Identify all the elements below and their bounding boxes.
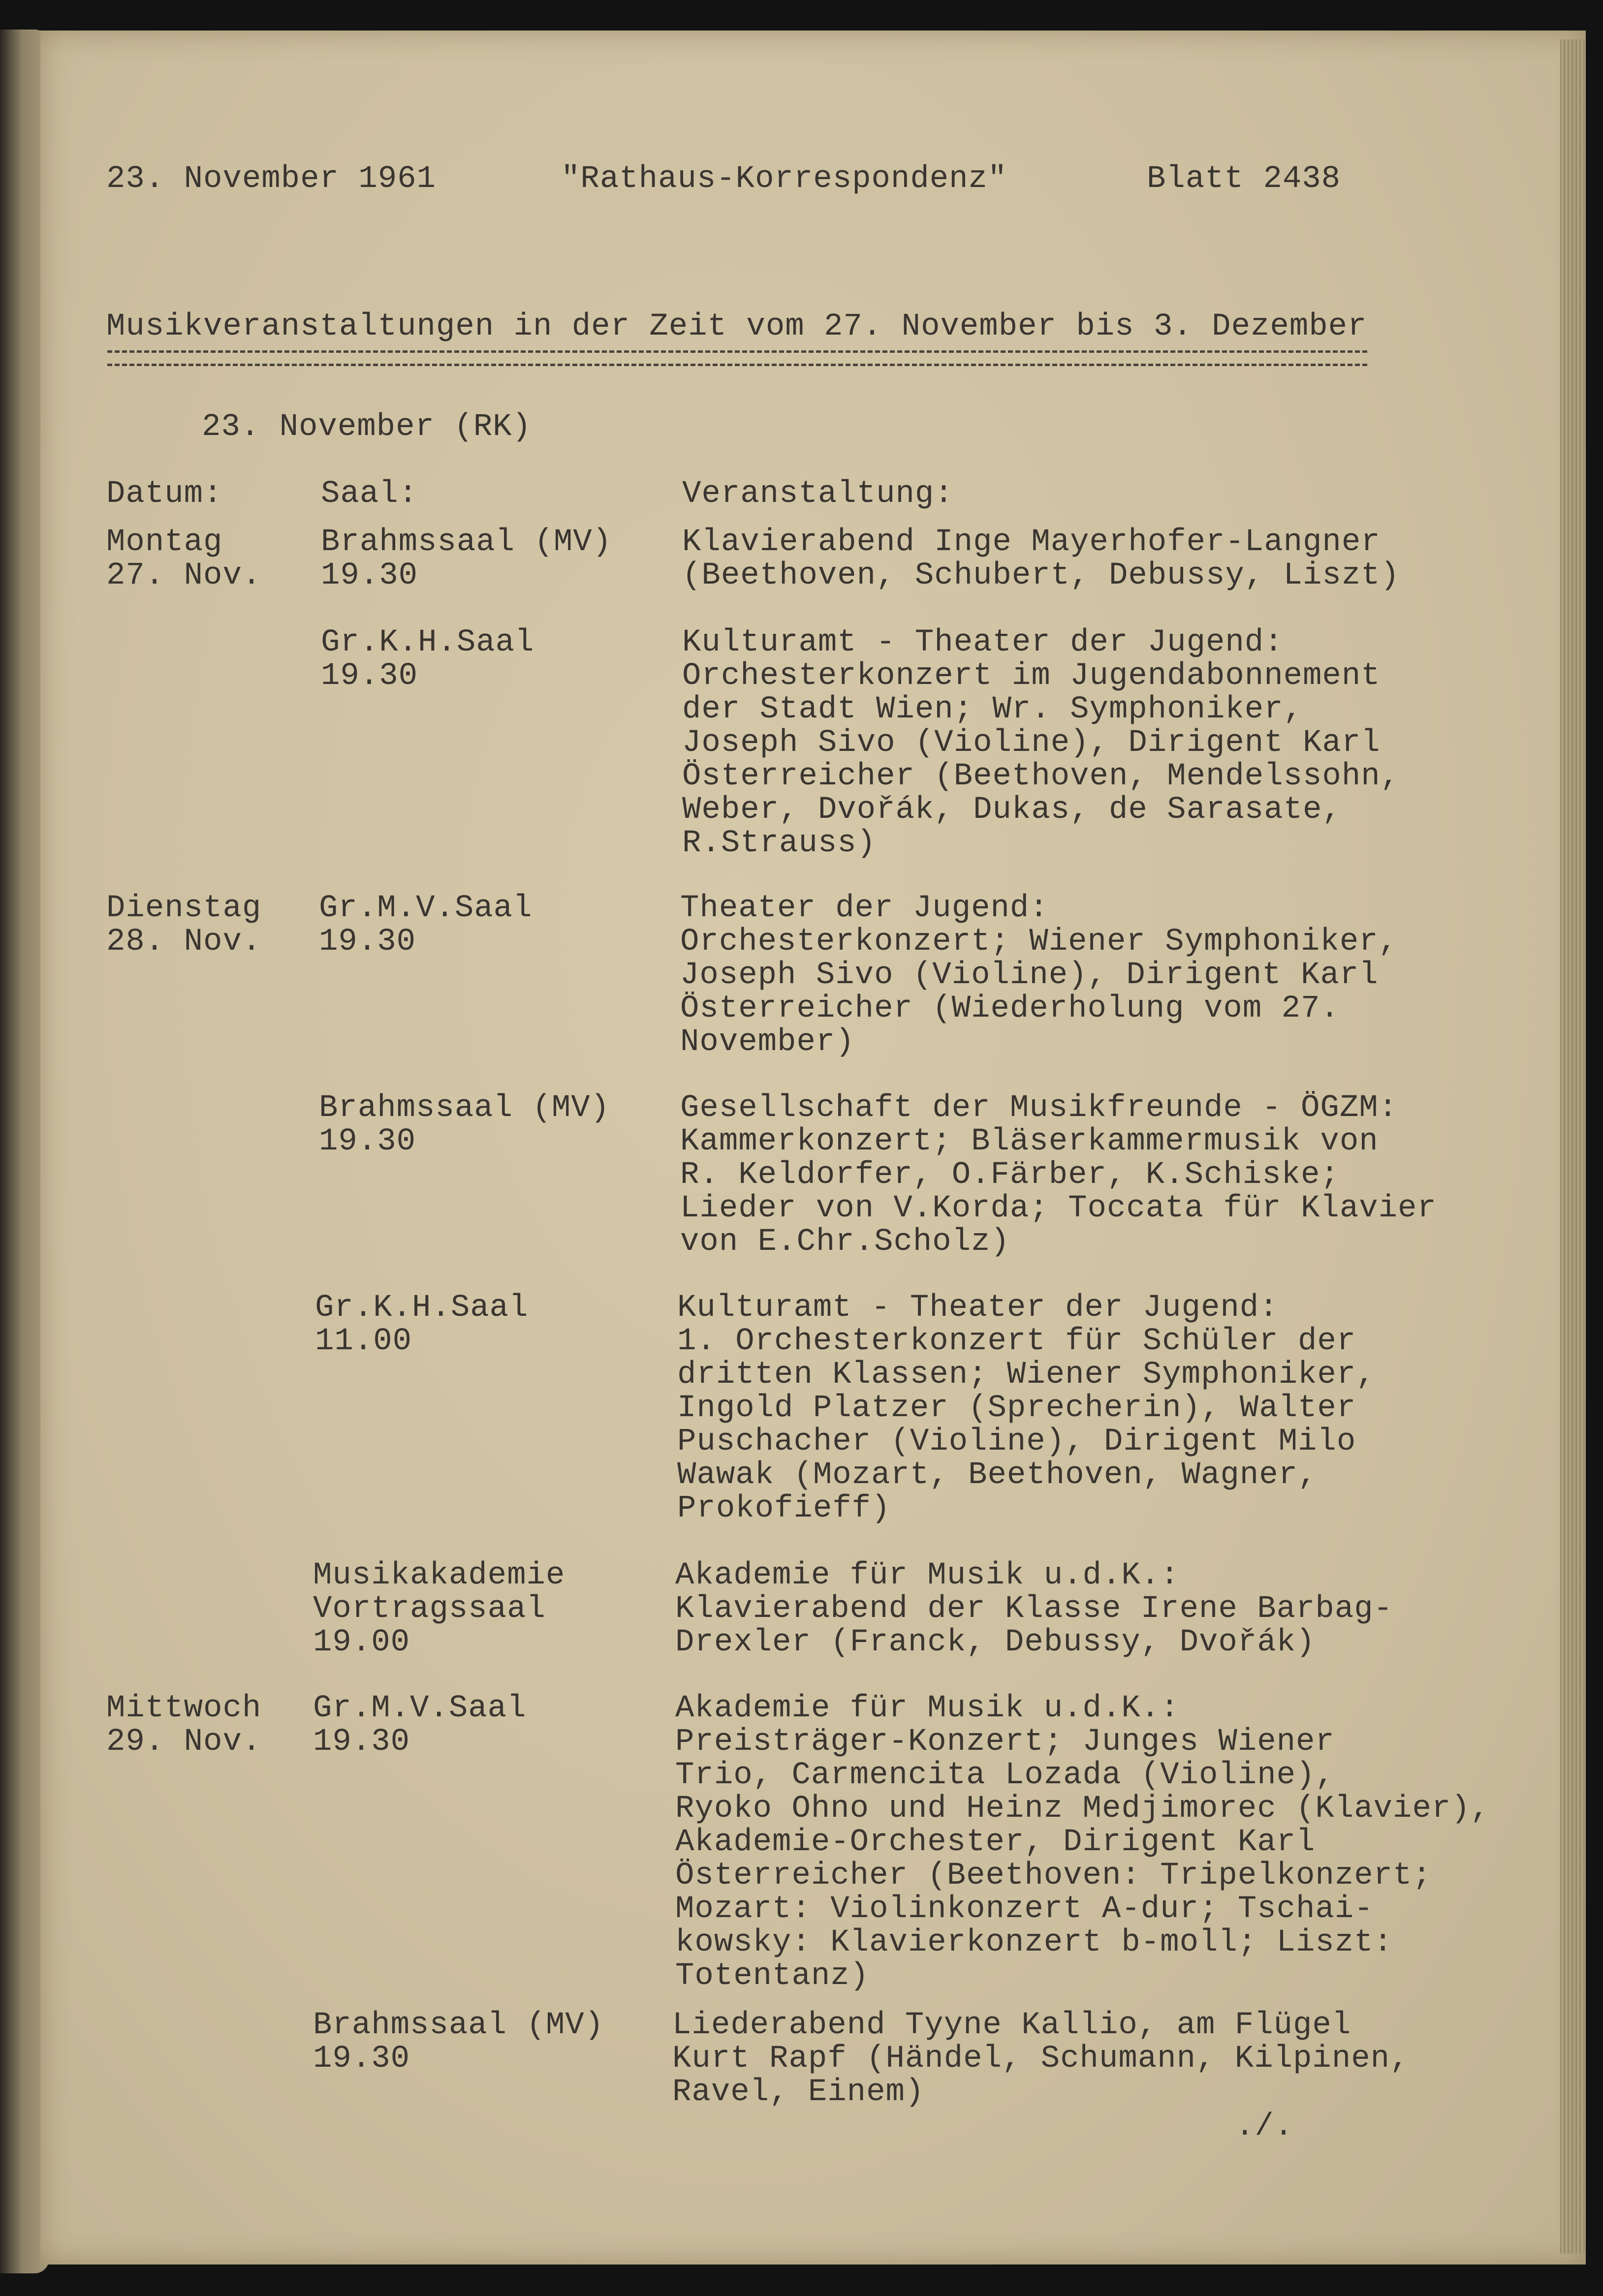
header-publication: "Rathaus-Korrespondenz" [561, 161, 1007, 197]
entry-day: 28. Nov. [106, 924, 262, 960]
entry-event-line: Ryoko Ohno und Heinz Medjimorec (Klavier), [675, 1791, 1490, 1827]
entry-hall: Gr.M.V.Saal [319, 891, 533, 926]
entry-hall: 11.00 [315, 1324, 412, 1359]
entry-event-line: Akademie für Musik u.d.K.: [675, 1558, 1180, 1593]
entry-event-line: Totentanz) [675, 1958, 870, 1994]
dateline: 23. November (RK) [202, 409, 532, 445]
entry-hall: 19.30 [319, 1124, 416, 1159]
entry-event-line: Kulturamt - Theater der Jugend: [682, 625, 1284, 660]
entry-event-line: 1. Orchesterkonzert für Schüler der [677, 1324, 1356, 1359]
entry-event-line: Joseph Sivo (Violine), Dirigent Karl [680, 958, 1379, 993]
entry-event-line: Kammerkonzert; Bläserkammermusik von [680, 1124, 1379, 1159]
entry-hall: 19.30 [321, 658, 418, 694]
entry-hall: Brahmssaal (MV) [313, 2008, 604, 2043]
entry-event-line: R. Keldorfer, O.Färber, K.Schiske; [680, 1157, 1340, 1193]
document-title: Musikveranstaltungen in der Zeit vom 27. November bis 3. Dezember [106, 309, 1367, 344]
entry-event-line: dritten Klassen; Wiener Symphoniker, [677, 1357, 1376, 1393]
entry-hall: Gr.K.H.Saal [321, 625, 534, 660]
entry-event-line: Drexler (Franck, Debussy, Dvořák) [675, 1625, 1316, 1660]
entry-event-line: Österreicher (Wiederholung vom 27. [680, 991, 1340, 1026]
entry-event-line: (Beethoven, Schubert, Debussy, Liszt) [682, 558, 1400, 593]
entry-event-line: Österreicher (Beethoven: Tripelkonzert; [675, 1858, 1432, 1893]
entry-hall: 19.30 [321, 558, 418, 593]
entry-event-line: Trio, Carmencita Lozada (Violine), [675, 1758, 1335, 1793]
entry-event-line: Joseph Sivo (Violine), Dirigent Karl [682, 725, 1381, 761]
entry-event-line: Akademie-Orchester, Dirigent Karl [675, 1825, 1316, 1860]
entry-event-line: November) [680, 1024, 855, 1060]
entry-event-line: von E.Chr.Scholz) [680, 1224, 1010, 1260]
entry-event-line: Wawak (Mozart, Beethoven, Wagner, [677, 1458, 1318, 1493]
header-sheet: Blatt 2438 [1147, 161, 1341, 197]
entry-event-line: Klavierabend Inge Mayerhofer-Langner [682, 525, 1381, 560]
column-header-event: Veranstaltung: [682, 476, 954, 512]
entry-event-line: Ingold Platzer (Sprecherin), Walter [677, 1391, 1356, 1426]
entry-day: Mittwoch [106, 1691, 262, 1726]
entry-day: Dienstag [106, 891, 262, 926]
entry-day: 27. Nov. [106, 558, 262, 593]
entry-event-line: Gesellschaft der Musikfreunde - ÖGZM: [680, 1090, 1398, 1126]
entry-day: 29. Nov. [106, 1724, 262, 1760]
double-underline [107, 350, 1367, 366]
entry-hall: 19.30 [313, 1724, 410, 1760]
entry-event-line: der Stadt Wien; Wr. Symphoniker, [682, 692, 1303, 727]
entry-event-line: Lieder von V.Korda; Toccata für Klavier [680, 1191, 1437, 1226]
entry-event-line: Mozart: Violinkonzert A-dur; Tschai- [675, 1892, 1374, 1927]
entry-event-line: Preisträger-Konzert; Junges Wiener [675, 1724, 1335, 1760]
entry-hall: Gr.M.V.Saal [313, 1691, 527, 1726]
entry-event-line: Prokofieff) [677, 1491, 891, 1526]
entry-hall: Musikakademie [313, 1558, 566, 1593]
entry-event-line: Kulturamt - Theater der Jugend: [677, 1290, 1279, 1326]
entry-event-line: Ravel, Einem) [672, 2075, 925, 2110]
column-header-hall: Saal: [321, 476, 418, 512]
entry-event-line: Liederabend Tyyne Kallio, am Flügel [672, 2008, 1352, 2043]
entry-event-line: Klavierabend der Klasse Irene Barbag- [675, 1591, 1393, 1627]
entry-day: Montag [106, 525, 223, 560]
entry-event-line: Weber, Dvořák, Dukas, de Sarasate, [682, 792, 1342, 828]
page-edges [1560, 39, 1585, 2254]
entry-event-line: Puschacher (Violine), Dirigent Milo [677, 1424, 1356, 1459]
entry-hall: Vortragssaal [313, 1591, 546, 1627]
entry-event-line: Österreicher (Beethoven, Mendelssohn, [682, 759, 1400, 794]
entry-event-line: kowsky: Klavierkonzert b-moll; Liszt: [675, 1925, 1393, 1960]
entry-hall: 19.00 [313, 1625, 410, 1660]
entry-event-line: Kurt Rapf (Händel, Schumann, Kilpinen, [672, 2041, 1410, 2077]
entry-hall: Brahmssaal (MV) [321, 525, 612, 560]
continuation-mark: ./. [1235, 2109, 1294, 2144]
entry-event-line: R.Strauss) [682, 826, 877, 861]
column-header-date: Datum: [106, 476, 223, 512]
header-date: 23. November 1961 [106, 161, 436, 197]
entry-hall: 19.30 [319, 924, 416, 960]
entry-hall: Gr.K.H.Saal [315, 1290, 529, 1326]
entry-event-line: Orchesterkonzert; Wiener Symphoniker, [680, 924, 1398, 960]
entry-event-line: Orchesterkonzert im Jugendabonnement [682, 658, 1381, 694]
entry-event-line: Theater der Jugend: [680, 891, 1049, 926]
entry-event-line: Akademie für Musik u.d.K.: [675, 1691, 1180, 1726]
entry-hall: Brahmssaal (MV) [319, 1090, 610, 1126]
entry-hall: 19.30 [313, 2041, 410, 2077]
